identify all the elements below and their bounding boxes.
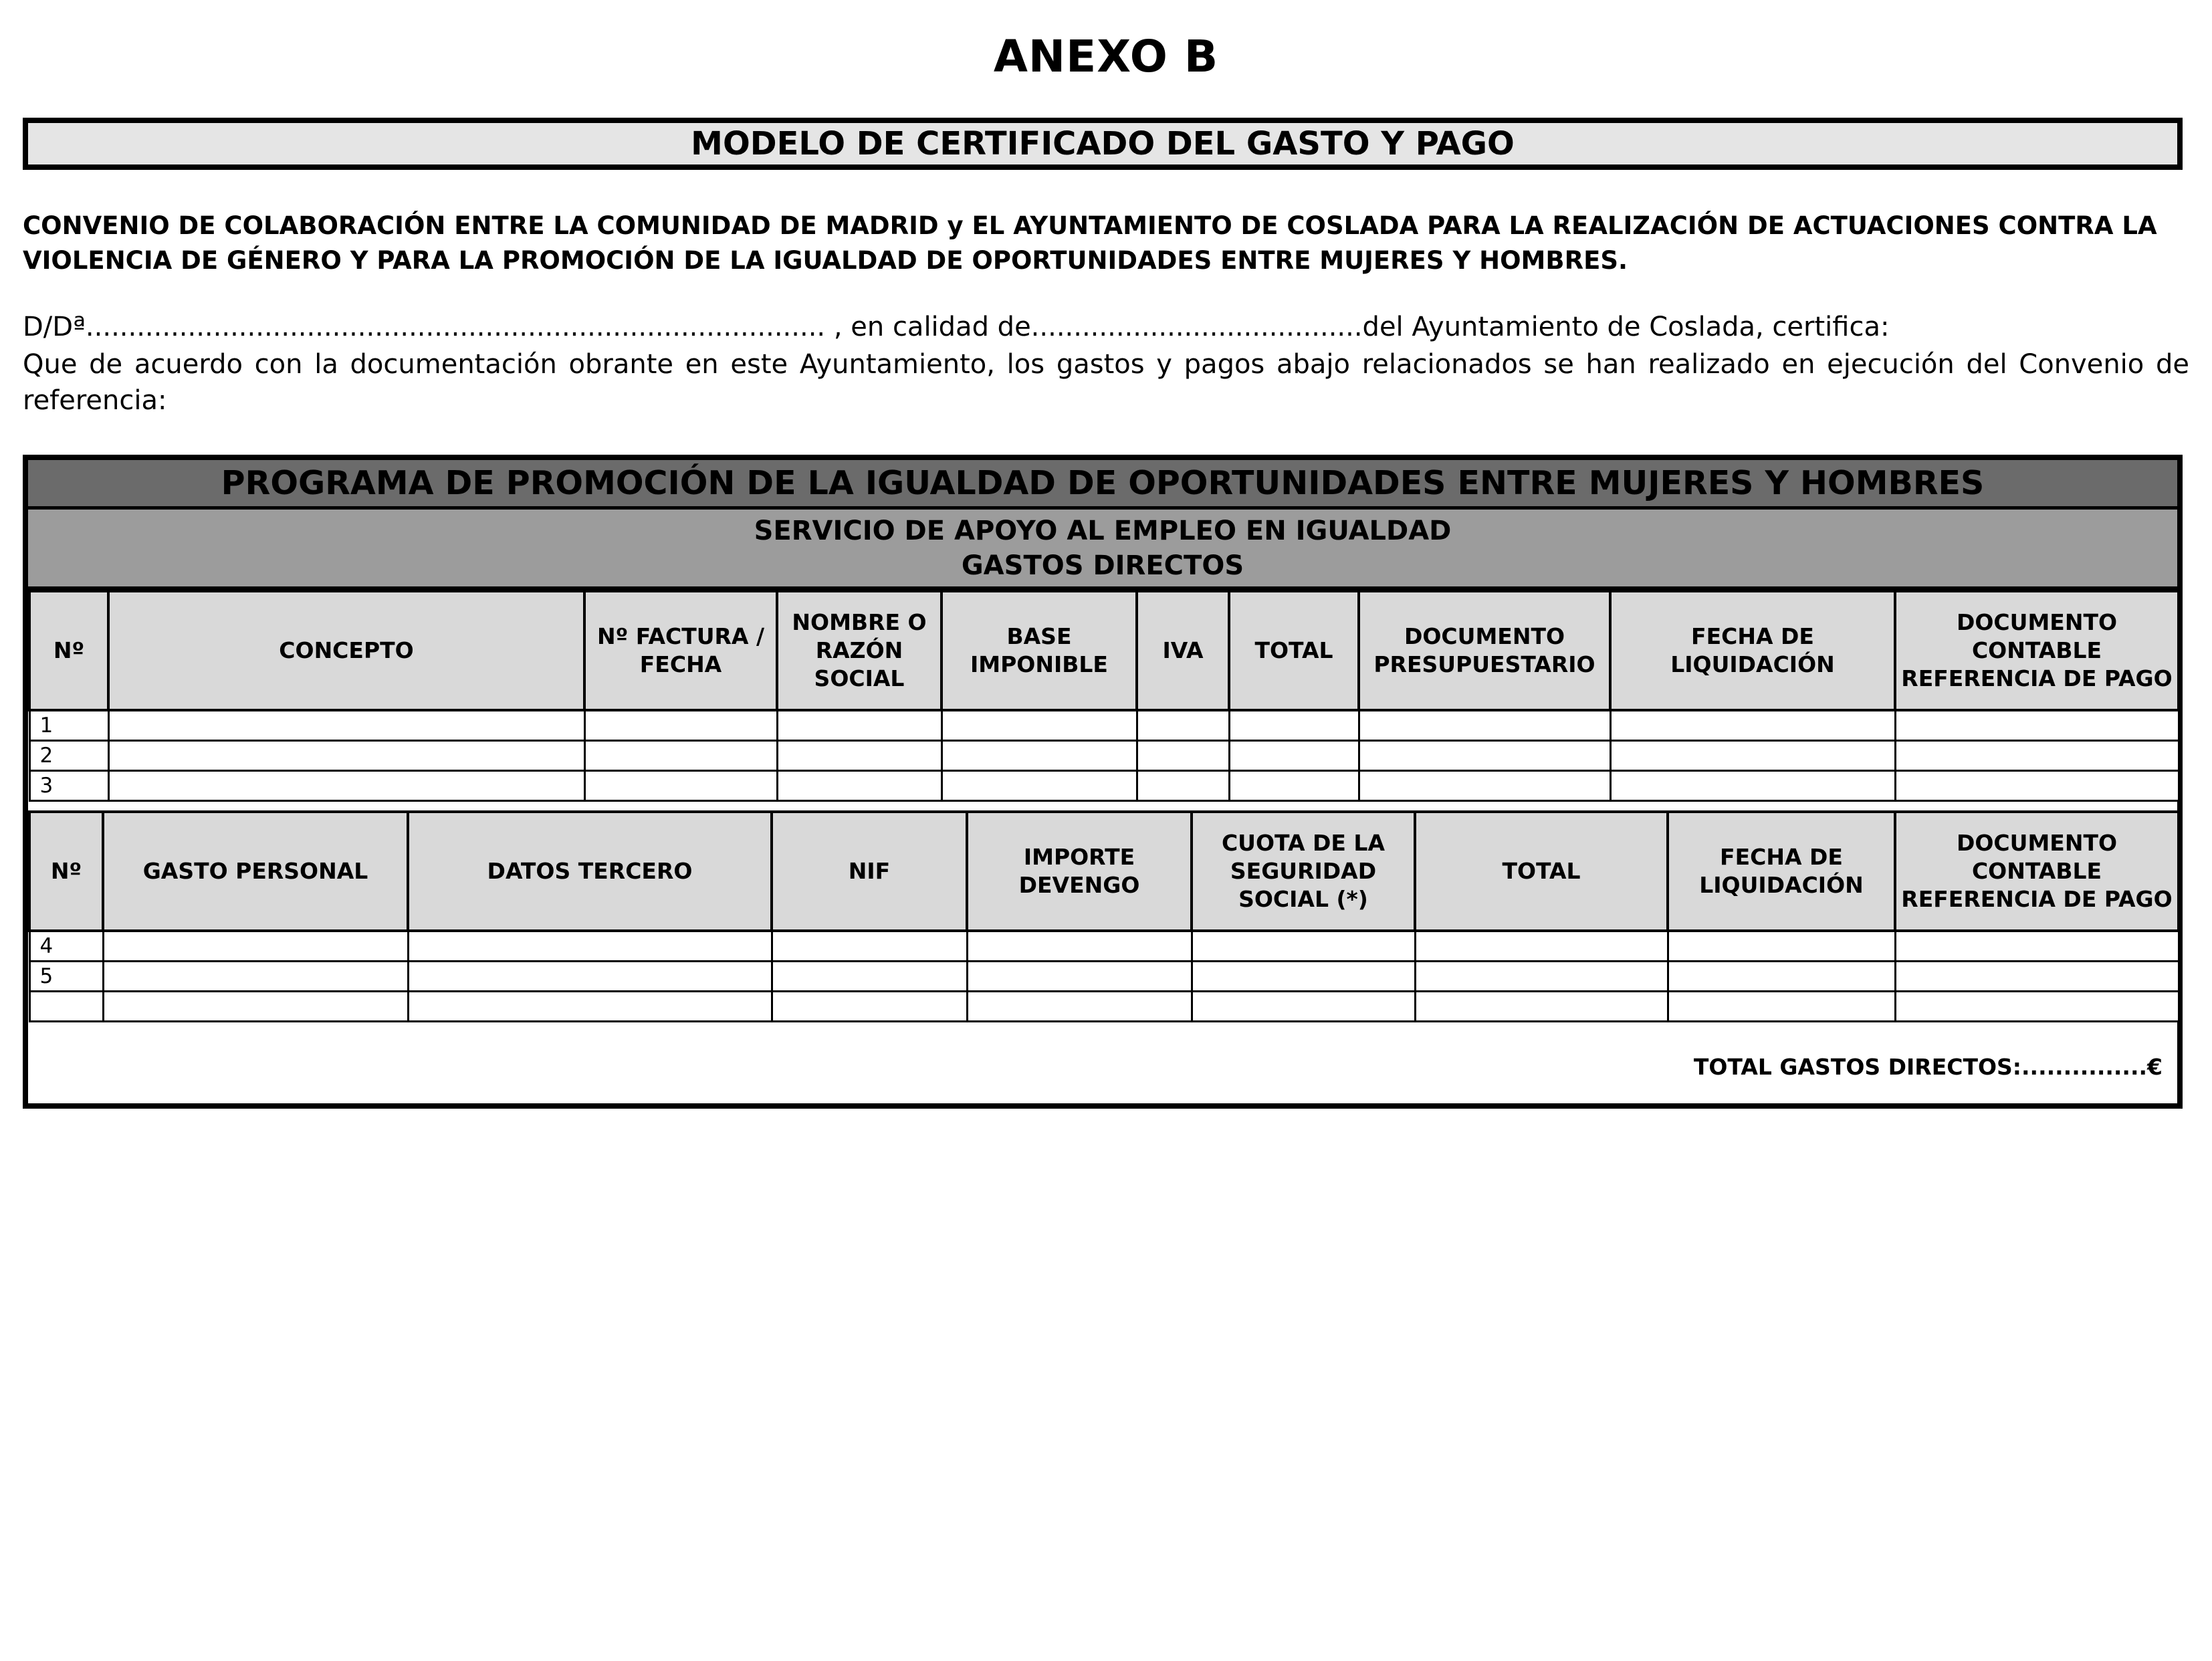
table-cell[interactable] (103, 992, 408, 1022)
table-cell[interactable] (1610, 741, 1895, 771)
col-social-security: CUOTA DE LA SEGURIDAD SOCIAL (*) (1192, 812, 1415, 931)
table-cell[interactable] (1229, 741, 1359, 771)
annex-title: ANEXO B (993, 31, 1219, 82)
table-cell[interactable] (1895, 741, 2179, 771)
col-total: TOTAL (1415, 812, 1668, 931)
table-cell[interactable] (1137, 710, 1229, 741)
col-company-name: NOMBRE O RAZÓN SOCIAL (777, 591, 942, 710)
table-cell[interactable] (584, 771, 777, 801)
certification-statement: Que de acuerdo con la documentación obrante en este Ayuntamiento, los gastos y pagos abajo relacionados se han realizado en ejecución del Convenio de referencia: (23, 349, 2189, 416)
table-cell[interactable] (942, 771, 1137, 801)
table-cell[interactable] (1895, 771, 2179, 801)
col-nif: NIF (772, 812, 967, 931)
total-direct-expenses: TOTAL GASTOS DIRECTOS:...............€ (1693, 1054, 2163, 1080)
row-number: 1 (29, 710, 108, 741)
personnel-expenses-table (28, 810, 2180, 1022)
table-cell[interactable] (108, 710, 584, 741)
table-cell[interactable] (103, 931, 408, 962)
row-number: 2 (29, 741, 108, 771)
col-vat: IVA (1137, 591, 1229, 710)
table-cell[interactable] (1359, 710, 1610, 741)
table-cell[interactable] (772, 992, 967, 1022)
table-row (29, 771, 2179, 801)
col-settlement-date: FECHA DE LIQUIDACIÓN (1668, 812, 1895, 931)
personnel-header-row (29, 812, 2179, 931)
table-cell[interactable] (777, 741, 942, 771)
table-cell[interactable] (108, 771, 584, 801)
form-title-box (23, 118, 2183, 170)
table-cell[interactable] (942, 710, 1137, 741)
table-cell[interactable] (1668, 992, 1895, 1022)
table-cell[interactable] (1668, 931, 1895, 962)
table-cell[interactable] (584, 710, 777, 741)
table-cell[interactable] (103, 962, 408, 992)
col-personnel-expense: GASTO PERSONAL (103, 812, 408, 931)
table-cell[interactable] (1610, 710, 1895, 741)
table-cell[interactable] (408, 931, 772, 962)
table-cell[interactable] (408, 962, 772, 992)
col-settlement-date: FECHA DE LIQUIDACIÓN (1610, 591, 1895, 710)
table-cell[interactable] (1895, 931, 2179, 962)
agreement-line-1: CONVENIO DE COLABORACIÓN ENTRE LA COMUNIDAD DE MADRID y EL AYUNTAMIENTO DE COSLADA PARA LA REALIZACIÓN DE ACTUACIONES CONTRA LA (23, 211, 2157, 240)
table-cell[interactable] (777, 771, 942, 801)
table-row (29, 710, 2179, 741)
col-third-party-data: DATOS TERCERO (408, 812, 772, 931)
table-cell[interactable] (108, 741, 584, 771)
table-cell[interactable] (408, 992, 772, 1022)
program-title: PROGRAMA DE PROMOCIÓN DE LA IGUALDAD DE OPORTUNIDADES ENTRE MUJERES Y HOMBRES (221, 464, 1985, 502)
table-row (29, 962, 2179, 992)
total-row (28, 1028, 2177, 1103)
program-header (28, 460, 2177, 510)
table-cell[interactable] (1137, 771, 1229, 801)
service-title: SERVICIO DE APOYO AL EMPLEO EN IGUALDAD (754, 516, 1452, 546)
col-concept: CONCEPTO (108, 591, 584, 710)
table-cell[interactable] (1359, 771, 1610, 801)
table-row (29, 931, 2179, 962)
table-cell[interactable] (1895, 710, 2179, 741)
table-cell[interactable] (1415, 962, 1668, 992)
table-cell[interactable] (1192, 992, 1415, 1022)
table-cell[interactable] (967, 962, 1192, 992)
table-cell[interactable] (1415, 992, 1668, 1022)
table-cell[interactable] (584, 741, 777, 771)
invoice-header-row (29, 591, 2179, 710)
table-cell[interactable] (1192, 962, 1415, 992)
col-payment-reference: DOCUMENTO CONTABLE REFERENCIA DE PAGO (1895, 591, 2179, 710)
table-cell[interactable] (1610, 771, 1895, 801)
table-cell[interactable] (1229, 771, 1359, 801)
service-header (28, 510, 2177, 590)
col-invoice-date: Nº FACTURA / FECHA (584, 591, 777, 710)
row-number: 4 (29, 931, 103, 962)
table-row (29, 992, 2179, 1022)
table-cell[interactable] (772, 962, 967, 992)
row-number: 3 (29, 771, 108, 801)
table-cell[interactable] (777, 710, 942, 741)
table-cell[interactable] (1895, 992, 2179, 1022)
form-title: MODELO DE CERTIFICADO DEL GASTO Y PAGO (691, 125, 1515, 162)
table-cell[interactable] (772, 931, 967, 962)
agreement-heading (23, 209, 2189, 278)
col-accrued-amount: IMPORTE DEVENGO (967, 812, 1192, 931)
col-taxable-base: BASE IMPONIBLE (942, 591, 1137, 710)
table-cell[interactable] (1359, 741, 1610, 771)
table-cell[interactable] (1229, 710, 1359, 741)
table-cell[interactable] (967, 992, 1192, 1022)
table-cell[interactable] (967, 931, 1192, 962)
table-cell[interactable] (1192, 931, 1415, 962)
agreement-line-2: VIOLENCIA DE GÉNERO Y PARA LA PROMOCIÓN DE LA IGUALDAD DE OPORTUNIDADES ENTRE MUJERES Y HOMBRES. (23, 246, 1628, 275)
direct-expenses-title: GASTOS DIRECTOS (961, 550, 1244, 581)
certification-line: D/Dª....................................................................................... , en calidad de.......................................del Ayuntamiento de Coslada, certifica: (23, 312, 1890, 342)
table-cell[interactable] (1895, 962, 2179, 992)
col-total: TOTAL (1229, 591, 1359, 710)
col-number: Nº (29, 591, 108, 710)
table-cell[interactable] (1137, 741, 1229, 771)
col-number: Nº (29, 812, 103, 931)
table-cell[interactable] (1668, 962, 1895, 992)
table-cell[interactable] (1415, 931, 1668, 962)
invoice-expenses-table (28, 590, 2180, 802)
col-budget-document: DOCUMENTO PRESUPUESTARIO (1359, 591, 1610, 710)
expense-table (23, 455, 2183, 1109)
table-row (29, 741, 2179, 771)
row-number (29, 992, 103, 1022)
col-payment-reference: DOCUMENTO CONTABLE REFERENCIA DE PAGO (1895, 812, 2179, 931)
row-number: 5 (29, 962, 103, 992)
table-cell[interactable] (942, 741, 1137, 771)
